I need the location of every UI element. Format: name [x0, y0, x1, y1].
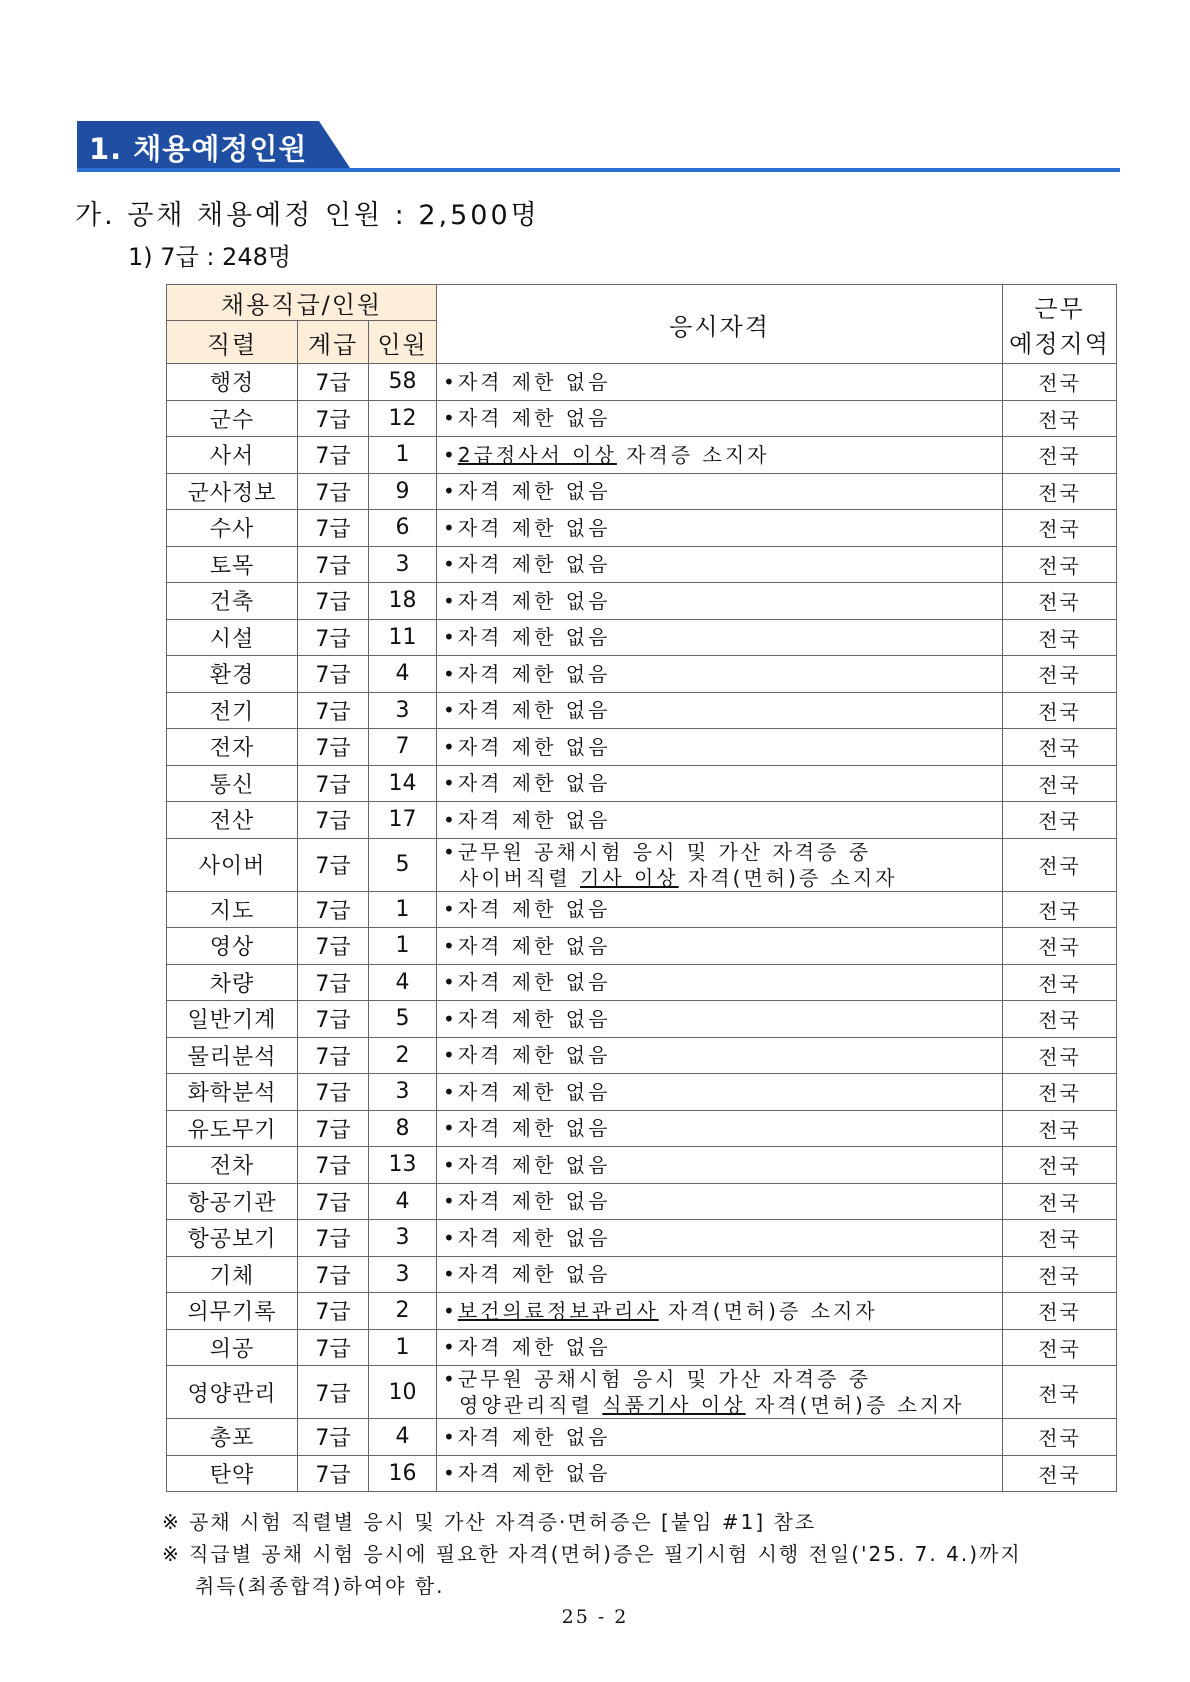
qualification-cell	[437, 364, 1003, 401]
qualification-cell	[437, 400, 1003, 437]
count-cell: 3	[369, 1220, 437, 1257]
count-cell: 4	[369, 656, 437, 693]
grade-cell: 7급	[298, 1419, 369, 1456]
work-area-cell: 전국	[1003, 891, 1117, 928]
series-cell: 군수	[167, 400, 298, 437]
qualification-line	[443, 734, 1002, 760]
count-cell: 1	[369, 1329, 437, 1366]
series-cell: 일반기계	[167, 1001, 298, 1038]
count-cell: 3	[369, 1074, 437, 1111]
qualification-line	[443, 1460, 1002, 1486]
grade-cell: 7급	[298, 364, 369, 401]
bullet-icon: •	[443, 1006, 458, 1031]
table-row	[167, 364, 1117, 401]
work-area-cell: 전국	[1003, 1293, 1117, 1330]
count-cell: 18	[369, 583, 437, 620]
series-cell: 총포	[167, 1419, 298, 1456]
bullet-icon: •	[443, 1225, 458, 1250]
qualification-text: 영양관리직렬	[459, 1393, 603, 1417]
qualification-line	[443, 1225, 1002, 1251]
grade-cell: 7급	[298, 1001, 369, 1038]
qualification-cell	[437, 1110, 1003, 1147]
qualification-line	[443, 896, 1002, 922]
count-cell: 14	[369, 765, 437, 802]
qualification-line	[443, 369, 1002, 395]
bullet-icon: •	[443, 588, 458, 613]
qualification-text: 자격 제한 없음	[457, 552, 611, 577]
grade-cell: 7급	[298, 1329, 369, 1366]
qualification-cell	[437, 546, 1003, 583]
qualification-line	[443, 969, 1002, 995]
bullet-icon: •	[443, 1189, 458, 1214]
count-cell: 2	[369, 1293, 437, 1330]
count-cell: 11	[369, 619, 437, 656]
qualification-cell	[437, 510, 1003, 547]
work-area-cell: 전국	[1003, 964, 1117, 1001]
page-number: 25 - 2	[561, 1606, 629, 1628]
series-cell: 건축	[167, 583, 298, 620]
bullet-icon: •	[443, 698, 458, 723]
work-area-cell: 전국	[1003, 1074, 1117, 1111]
grade-cell: 7급	[298, 1366, 369, 1419]
work-area-cell: 전국	[1003, 437, 1117, 474]
work-area-cell: 전국	[1003, 1037, 1117, 1074]
grade-cell: 7급	[298, 692, 369, 729]
grade-cell: 7급	[298, 1037, 369, 1074]
work-area-cell: 전국	[1003, 1001, 1117, 1038]
qualification-cell	[437, 891, 1003, 928]
bullet-icon: •	[443, 479, 458, 504]
count-cell: 4	[369, 1419, 437, 1456]
series-cell: 영상	[167, 928, 298, 965]
table-body	[167, 364, 1117, 1492]
count-cell: 58	[369, 364, 437, 401]
qualification-text: 자격 제한 없음	[457, 479, 611, 504]
work-area-cell: 전국	[1003, 1110, 1117, 1147]
grade-cell: 7급	[298, 1220, 369, 1257]
work-area-cell: 전국	[1003, 765, 1117, 802]
qualification-line	[443, 1079, 1002, 1105]
table-row	[167, 656, 1117, 693]
qualification-text: 군무원 공채시험 응시 및 가산 자격증 중	[457, 839, 872, 864]
count-cell: 6	[369, 510, 437, 547]
work-area-cell: 전국	[1003, 619, 1117, 656]
section-title: 1. 채용예정인원	[89, 132, 308, 166]
work-area-cell: 전국	[1003, 546, 1117, 583]
grade-cell: 7급	[298, 729, 369, 766]
qualification-cell	[437, 437, 1003, 474]
work-area-cell: 전국	[1003, 1419, 1117, 1456]
table-row	[167, 473, 1117, 510]
bullet-icon: •	[443, 625, 458, 650]
grade-cell: 7급	[298, 656, 369, 693]
bullet-icon: •	[443, 1152, 458, 1177]
qualification-line	[443, 661, 1002, 687]
grade-cell: 7급	[298, 1455, 369, 1492]
series-cell: 탄약	[167, 1455, 298, 1492]
qualification-text: 자격 제한 없음	[457, 734, 611, 759]
qualification-line	[443, 551, 1002, 577]
underlined-requirement: 기사 이상	[579, 865, 679, 890]
qualification-text: 자격 제한 없음	[457, 698, 611, 723]
qualification-cell	[437, 729, 1003, 766]
grade-cell: 7급	[298, 400, 369, 437]
table-row	[167, 1256, 1117, 1293]
qualification-text: 자격 제한 없음	[457, 369, 611, 394]
bullet-icon: •	[443, 552, 458, 577]
series-cell: 영양관리	[167, 1366, 298, 1419]
bullet-icon: •	[443, 515, 458, 540]
qualification-text: 자격 제한 없음	[457, 897, 611, 922]
grade-cell: 7급	[298, 838, 369, 891]
qualification-line	[443, 933, 1002, 959]
series-cell: 물리분석	[167, 1037, 298, 1074]
qualification-text: 자격 제한 없음	[457, 1152, 611, 1177]
qualification-line	[443, 478, 1002, 504]
qualification-line	[443, 1042, 1002, 1068]
count-cell: 2	[369, 1037, 437, 1074]
count-cell: 17	[369, 802, 437, 839]
series-cell: 전자	[167, 729, 298, 766]
qualification-text: 군무원 공채시험 응시 및 가산 자격증 중	[457, 1367, 872, 1391]
qualification-cell	[437, 1419, 1003, 1456]
qualification-cell	[437, 765, 1003, 802]
grade-cell: 7급	[298, 437, 369, 474]
bullet-icon: •	[443, 807, 458, 832]
qualification-line	[443, 624, 1002, 650]
grade-cell: 7급	[298, 1147, 369, 1184]
qualification-line	[443, 515, 1002, 541]
grade-cell: 7급	[298, 802, 369, 839]
qualification-cell	[437, 619, 1003, 656]
grade-cell: 7급	[298, 1256, 369, 1293]
count-cell: 9	[369, 473, 437, 510]
work-area-cell: 전국	[1003, 583, 1117, 620]
bullet-icon: •	[443, 406, 458, 431]
series-cell: 환경	[167, 656, 298, 693]
work-area-cell: 전국	[1003, 1329, 1117, 1366]
work-area-cell: 전국	[1003, 400, 1117, 437]
qualification-text: 자격 제한 없음	[457, 625, 611, 650]
bullet-icon: •	[443, 369, 458, 394]
qualification-line	[443, 839, 1002, 865]
bullet-icon: •	[443, 1043, 458, 1068]
qualification-line	[443, 807, 1002, 833]
series-cell: 항공기관	[167, 1183, 298, 1220]
qualification-line	[443, 1298, 1002, 1324]
qualification-cell	[437, 1293, 1003, 1330]
work-area-cell: 전국	[1003, 928, 1117, 965]
grade-cell: 7급	[298, 1074, 369, 1111]
series-cell: 차량	[167, 964, 298, 1001]
qualification-text: 자격 제한 없음	[457, 588, 611, 613]
header-qualification: 응시자격	[437, 285, 1003, 364]
qualification-cell	[437, 692, 1003, 729]
series-cell: 군사정보	[167, 473, 298, 510]
series-cell: 지도	[167, 891, 298, 928]
qualification-line	[443, 1261, 1002, 1287]
qualification-cell	[437, 656, 1003, 693]
qualification-text: 자격 제한 없음	[457, 661, 611, 686]
work-area-cell: 전국	[1003, 838, 1117, 891]
bullet-icon: •	[443, 1116, 458, 1141]
qualification-line	[443, 1188, 1002, 1214]
qualification-text: 자격 제한 없음	[457, 807, 611, 832]
count-cell: 12	[369, 400, 437, 437]
table-row	[167, 802, 1117, 839]
grade-cell: 7급	[298, 619, 369, 656]
work-area-cell: 전국	[1003, 692, 1117, 729]
series-cell: 수사	[167, 510, 298, 547]
series-cell: 유도무기	[167, 1110, 298, 1147]
qualification-cell	[437, 1455, 1003, 1492]
bullet-icon: •	[443, 933, 458, 958]
qualification-text: 자격 제한 없음	[457, 1006, 611, 1031]
qualification-cell	[437, 1329, 1003, 1366]
bullet-icon: •	[443, 771, 458, 796]
series-cell: 전기	[167, 692, 298, 729]
table-row	[167, 1419, 1117, 1456]
bullet-icon: •	[443, 661, 458, 686]
table-row	[167, 1147, 1117, 1184]
work-area-cell: 전국	[1003, 656, 1117, 693]
qualification-cell	[437, 928, 1003, 965]
header-group: 채용직급/인원	[167, 285, 437, 321]
table-row	[167, 583, 1117, 620]
qualification-line	[443, 1392, 1002, 1418]
table-row	[167, 1074, 1117, 1111]
work-area-cell: 전국	[1003, 1256, 1117, 1293]
subheading: 1) 7급 : 248명	[128, 243, 292, 271]
qualification-cell	[437, 1001, 1003, 1038]
header-count: 인원	[369, 321, 437, 364]
bullet-icon: •	[443, 1367, 458, 1391]
table-row	[167, 838, 1117, 891]
table-row	[167, 546, 1117, 583]
qualification-text: 자격 제한 없음	[457, 1189, 611, 1214]
section-banner	[77, 121, 352, 171]
grade-cell: 7급	[298, 891, 369, 928]
qualification-cell	[437, 1183, 1003, 1220]
qualification-line	[443, 588, 1002, 614]
series-cell: 항공보기	[167, 1220, 298, 1257]
count-cell: 4	[369, 964, 437, 1001]
work-area-cell: 전국	[1003, 802, 1117, 839]
count-cell: 5	[369, 838, 437, 891]
table-row	[167, 400, 1117, 437]
table-row	[167, 928, 1117, 965]
qualification-line	[443, 697, 1002, 723]
table-row	[167, 1037, 1117, 1074]
header-work-area-line1: 근무	[1034, 295, 1085, 323]
series-cell: 전산	[167, 802, 298, 839]
count-cell: 7	[369, 729, 437, 766]
series-cell: 사이버	[167, 838, 298, 891]
series-cell: 통신	[167, 765, 298, 802]
work-area-cell: 전국	[1003, 473, 1117, 510]
table-row	[167, 1329, 1117, 1366]
qualification-text: 자격 제한 없음	[457, 406, 611, 431]
note-3: 취득(최종합격)하여야 함.	[195, 1574, 445, 1598]
qualification-cell	[437, 838, 1003, 891]
bullet-icon: •	[443, 1461, 458, 1486]
qualification-line	[443, 1152, 1002, 1178]
series-cell: 의공	[167, 1329, 298, 1366]
count-cell: 1	[369, 891, 437, 928]
qualification-cell	[437, 1366, 1003, 1419]
table-row	[167, 1220, 1117, 1257]
qualification-text: 자격 제한 없음	[457, 1335, 611, 1360]
work-area-cell: 전국	[1003, 1147, 1117, 1184]
table-row	[167, 891, 1117, 928]
qualification-line	[443, 442, 1002, 468]
table-row	[167, 1110, 1117, 1147]
grade-cell: 7급	[298, 473, 369, 510]
work-area-cell: 전국	[1003, 1220, 1117, 1257]
bullet-icon: •	[443, 734, 458, 759]
header-grade: 계급	[298, 321, 369, 364]
header-work-area-line2: 예정지역	[1009, 330, 1110, 358]
qualification-cell	[437, 802, 1003, 839]
table-row	[167, 964, 1117, 1001]
bullet-icon: •	[443, 442, 458, 467]
qualification-text: 자격(면허)증 소지자	[745, 1393, 965, 1417]
underlined-requirement: 2급정사서 이상	[457, 442, 617, 467]
count-cell: 3	[369, 692, 437, 729]
work-area-cell: 전국	[1003, 1455, 1117, 1492]
qualification-text: 자격(면허)증 소지자	[658, 1298, 878, 1323]
grade-cell: 7급	[298, 1110, 369, 1147]
work-area-cell: 전국	[1003, 510, 1117, 547]
qualification-line	[443, 770, 1002, 796]
grade-cell: 7급	[298, 765, 369, 802]
qualification-line	[443, 865, 1002, 891]
header-series: 직렬	[167, 321, 298, 364]
bullet-icon: •	[443, 839, 458, 864]
count-cell: 13	[369, 1147, 437, 1184]
count-cell: 3	[369, 1256, 437, 1293]
table-row	[167, 437, 1117, 474]
bullet-icon: •	[443, 1262, 458, 1287]
count-cell: 16	[369, 1455, 437, 1492]
grade-cell: 7급	[298, 546, 369, 583]
table-row	[167, 510, 1117, 547]
underlined-requirement: 보건의료정보관리사	[457, 1298, 659, 1323]
qualification-text: 자격 제한 없음	[457, 1461, 611, 1486]
qualification-text: 사이버직렬	[459, 865, 580, 890]
qualification-text: 자격 제한 없음	[457, 1079, 611, 1104]
note-2: ※ 직급별 공채 시험 응시에 필요한 자격(면허)증은 필기시험 시행 전일('25. 7. 4.)까지	[162, 1542, 1022, 1566]
section-divider	[77, 168, 1120, 172]
count-cell: 1	[369, 437, 437, 474]
table-row	[167, 729, 1117, 766]
qualification-cell	[437, 1256, 1003, 1293]
qualification-text: 자격 제한 없음	[457, 1043, 611, 1068]
qualification-line	[443, 1424, 1002, 1450]
qualification-cell	[437, 1037, 1003, 1074]
qualification-cell	[437, 1074, 1003, 1111]
count-cell: 10	[369, 1366, 437, 1419]
series-cell: 시설	[167, 619, 298, 656]
table-row	[167, 1001, 1117, 1038]
qualification-cell	[437, 583, 1003, 620]
bullet-icon: •	[443, 1335, 458, 1360]
series-cell: 화학분석	[167, 1074, 298, 1111]
heading: 가. 공채 채용예정 인원 : 2,500명	[75, 200, 540, 231]
work-area-cell: 전국	[1003, 1366, 1117, 1419]
table-row	[167, 1293, 1117, 1330]
grade-cell: 7급	[298, 964, 369, 1001]
grade-cell: 7급	[298, 1293, 369, 1330]
qualification-cell	[437, 964, 1003, 1001]
count-cell: 4	[369, 1183, 437, 1220]
underlined-requirement: 식품기사 이상	[602, 1393, 746, 1417]
table-row	[167, 1455, 1117, 1492]
work-area-cell: 전국	[1003, 1183, 1117, 1220]
bullet-icon: •	[443, 1079, 458, 1104]
qualification-cell	[437, 473, 1003, 510]
grade-cell: 7급	[298, 928, 369, 965]
grade-cell: 7급	[298, 583, 369, 620]
bullet-icon: •	[443, 1298, 458, 1323]
bullet-icon: •	[443, 897, 458, 922]
count-cell: 1	[369, 928, 437, 965]
qualification-cell	[437, 1220, 1003, 1257]
grade-cell: 7급	[298, 510, 369, 547]
table-row	[167, 692, 1117, 729]
table-row	[167, 619, 1117, 656]
qualification-text: 자격 제한 없음	[457, 1116, 611, 1141]
qualification-line	[443, 1115, 1002, 1141]
series-cell: 사서	[167, 437, 298, 474]
work-area-cell: 전국	[1003, 729, 1117, 766]
series-cell: 전차	[167, 1147, 298, 1184]
series-cell: 토목	[167, 546, 298, 583]
qualification-text: 자격 제한 없음	[457, 771, 611, 796]
count-cell: 8	[369, 1110, 437, 1147]
qualification-text: 자격 제한 없음	[457, 1424, 611, 1449]
qualification-text: 자격 제한 없음	[457, 1262, 611, 1287]
series-cell: 행정	[167, 364, 298, 401]
count-cell: 5	[369, 1001, 437, 1038]
series-cell: 의무기록	[167, 1293, 298, 1330]
qualification-text: 자격 제한 없음	[457, 933, 611, 958]
qualification-text: 자격(면허)증 소지자	[678, 865, 898, 890]
qualification-text: 자격 제한 없음	[457, 1225, 611, 1250]
table-row	[167, 1183, 1117, 1220]
bullet-icon: •	[443, 1424, 458, 1449]
qualification-text: 자격 제한 없음	[457, 970, 611, 995]
bullet-icon: •	[443, 970, 458, 995]
note-1: ※ 공채 시험 직렬별 응시 및 가산 자격증·면허증은 [붙임 #1] 참조	[162, 1510, 817, 1534]
qualification-line	[443, 1334, 1002, 1360]
table-row	[167, 765, 1117, 802]
qualification-cell	[437, 1147, 1003, 1184]
qualification-line	[443, 1366, 1002, 1392]
header-work-area	[1003, 285, 1117, 364]
table-row	[167, 1366, 1117, 1419]
series-cell: 기체	[167, 1256, 298, 1293]
qualification-line	[443, 405, 1002, 431]
qualification-text: 자격 제한 없음	[457, 515, 611, 540]
recruitment-table	[166, 284, 1117, 1492]
qualification-line	[443, 1006, 1002, 1032]
qualification-text: 자격증 소지자	[616, 442, 770, 467]
work-area-cell: 전국	[1003, 364, 1117, 401]
count-cell: 3	[369, 546, 437, 583]
grade-cell: 7급	[298, 1183, 369, 1220]
